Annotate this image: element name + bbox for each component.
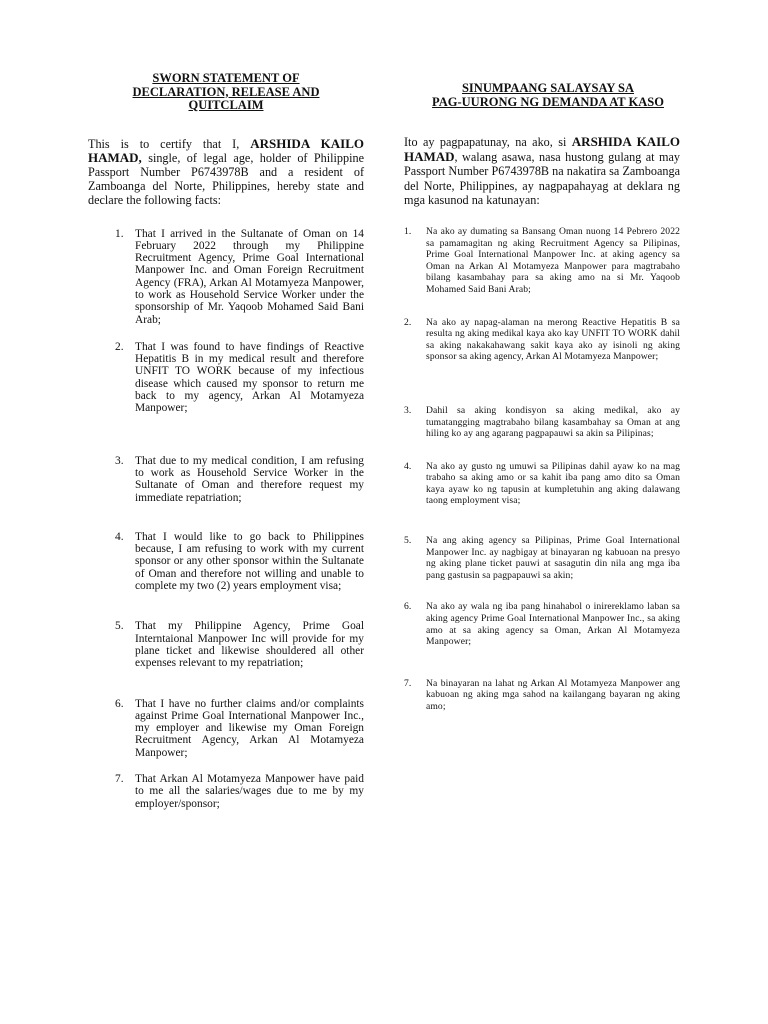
english-intro-name: ARSHIDA KAILO HAMAD, <box>88 135 364 165</box>
english-column <box>88 72 364 810</box>
list-item-number: 4. <box>115 530 124 543</box>
list-item <box>404 601 680 647</box>
list-item <box>404 405 680 440</box>
list-item-text: Dahil sa aking kondisyon sa aking medikal, ako ay tumatangging magtrabaho bilang kasambahay sa Oman at ang hiling ko ay ang agarang pagpapauwi sa akin sa Pilipinas; <box>426 404 680 440</box>
list-item <box>88 620 364 669</box>
english-intro-lead: This is to certify that I, <box>88 136 251 151</box>
list-item-text: Na ako ay gusto ng umuwi sa Pilipinas dahil ayaw ko na mag trabaho sa aking amo or sa kahit iba pang amo dito sa Oman kaya ayaw ko ng tapusin at kumpletuhin ang aking dalawang taong employment visa; <box>426 460 680 507</box>
list-item <box>404 461 680 507</box>
list-item-number: 5. <box>115 620 124 633</box>
english-intro-body: single, of legal age, holder of Philippine Passport Number P6743978B and a resident of Zamboanga del Norte, Philippines, hereby state and declare the following facts: <box>88 150 364 208</box>
filipino-title-line: SINUMPAANG SALAYSAY SA <box>461 81 635 95</box>
filipino-intro-name: ARSHIDA KAILO HAMAD <box>404 134 680 164</box>
english-title-line: SWORN STATEMENT OF <box>152 71 300 85</box>
list-item <box>88 455 364 504</box>
list-item <box>404 535 680 581</box>
list-item-text: That I arrived in the Sultanate of Oman on 14 February 2022 through my Philippine Recruitment Agency, Prime Goal International Manpower Inc. and Oman Foreign Recruitment Agency (FRA), Arkan Al Motamyeza Manpower, to work as Household Service Worker under the sponsorship of Mr. Yaqoob Mohamed Said Bani Arab; <box>135 227 364 326</box>
list-item-number: 3. <box>404 404 412 416</box>
filipino-title <box>416 82 680 109</box>
english-title <box>106 72 346 113</box>
list-item-number: 1. <box>115 227 124 240</box>
list-item <box>88 531 364 592</box>
list-item <box>404 226 680 296</box>
english-intro <box>88 137 364 208</box>
list-item-text: Na binayaran na lahat ng Arkan Al Motamyeza Manpower ang kabuoan ng aking mga sahod na kailangang bayaran ng aking amo; <box>426 677 680 712</box>
list-item-number: 7. <box>115 773 124 786</box>
list-item-text: That I was found to have findings of Reactive Hepatitis B in my medical result and therefore UNFIT TO WORK because of my infectious disease which caused my sponsor to return me back to my agency, Arkan Al Motamyeza Manpower; <box>135 340 364 415</box>
list-item-number: 2. <box>115 340 124 353</box>
list-item-number: 7. <box>404 677 412 689</box>
list-item <box>88 341 364 415</box>
filipino-column <box>404 82 680 713</box>
list-item-text: That due to my medical condition, I am refusing to work as Household Service Worker in the Sultanate of Oman and therefore request my immediate repatriation; <box>135 454 364 504</box>
list-item-text: That Arkan Al Motamyeza Manpower have paid to me all the salaries/wages due to me by my employer/sponsor; <box>135 773 364 810</box>
list-item <box>88 773 364 810</box>
english-title-line: DECLARATION, RELEASE AND <box>132 84 320 99</box>
list-item-number: 5. <box>404 535 412 547</box>
list-item-text: That I would like to go back to Philippines because, I am refusing to work with my current sponsor or any other sponsor within the Sultanate of Oman and therefore not willing and unable to complete my two (2) years employment visa; <box>135 530 364 593</box>
filipino-intro-lead: Ito ay pagpapatunay, na ako, si <box>404 135 572 149</box>
list-item-text: That my Philippine Agency, Prime Goal Interntaional Manpower Inc will provide for my plane ticket and likewise shouldered all other expenses relevant to my repatriation; <box>135 620 364 670</box>
list-item-number: 2. <box>404 316 412 328</box>
list-item-number: 3. <box>115 454 124 467</box>
english-declaration-list <box>88 228 364 810</box>
list-item <box>404 317 680 363</box>
list-item-text: Na ang aking agency sa Pilipinas, Prime Goal International Manpower Inc. ay nagbigay at binayaran ng kabuoan na presyo ng aking plane ticket pauwi at sasagutin din nila ang mga iba pang gastusin sa pagpapauwi sa akin; <box>426 535 680 581</box>
list-item <box>404 678 680 713</box>
filipino-title-line: PAG-UURONG NG DEMANDA AT KASO <box>432 94 664 109</box>
filipino-intro-body: , walang asawa, nasa hustong gulang at may Passport Number P6743978B na nakatira sa Zamboanga del Norte, Philippines, ay nagpapahayag at deklara ng mga kasunod na katunayan: <box>404 149 680 208</box>
list-item <box>88 228 364 326</box>
filipino-intro <box>404 135 680 208</box>
english-title-line: QUITCLAIM <box>188 98 264 112</box>
list-item-number: 4. <box>404 460 412 472</box>
list-item-number: 1. <box>404 225 412 237</box>
list-item-text: Na ako ay wala ng iba pang hinahabol o inirereklamo laban sa aking agency Prime Goal International Manpower Inc., sa aking amo at sa aking agency sa Oman, Arkan Al Motamyeza Manpower; <box>426 601 680 648</box>
list-item-text: That I have no further claims and/or complaints against Prime Goal International Manpower Inc., my employer and likewise my Oman Foreign Recruitment Agency, Arkan Al Motamyeza Manpower; <box>135 697 364 759</box>
list-item-text: Na ako ay napag-alaman na merong Reactive Hepatitis B sa resulta ng aking medikal kaya ako kay UNFIT TO WORK dahil sa aking nakakahawang sakit kaya ako ay isinoli ng aking sponsor sa aking agency, Arkan Al Motamyeza Manpower; <box>426 316 680 363</box>
list-item-number: 6. <box>115 697 124 710</box>
filipino-declaration-list <box>404 226 680 713</box>
list-item-number: 6. <box>404 601 412 613</box>
list-item <box>88 698 364 759</box>
list-item-text: Na ako ay dumating sa Bansang Oman nuong 14 Pebrero 2022 sa pamamagitan ng aking Recruitment Agency sa Pilipinas, Prime Goal International Manpower Inc. at aking agency sa Oman na Arkan Al Motamyeza Manpower para magtrabaho bilang kasambahay para sa aking amo na si Mr. Yaqoob Mohamed Said Bani Arab; <box>426 225 680 295</box>
